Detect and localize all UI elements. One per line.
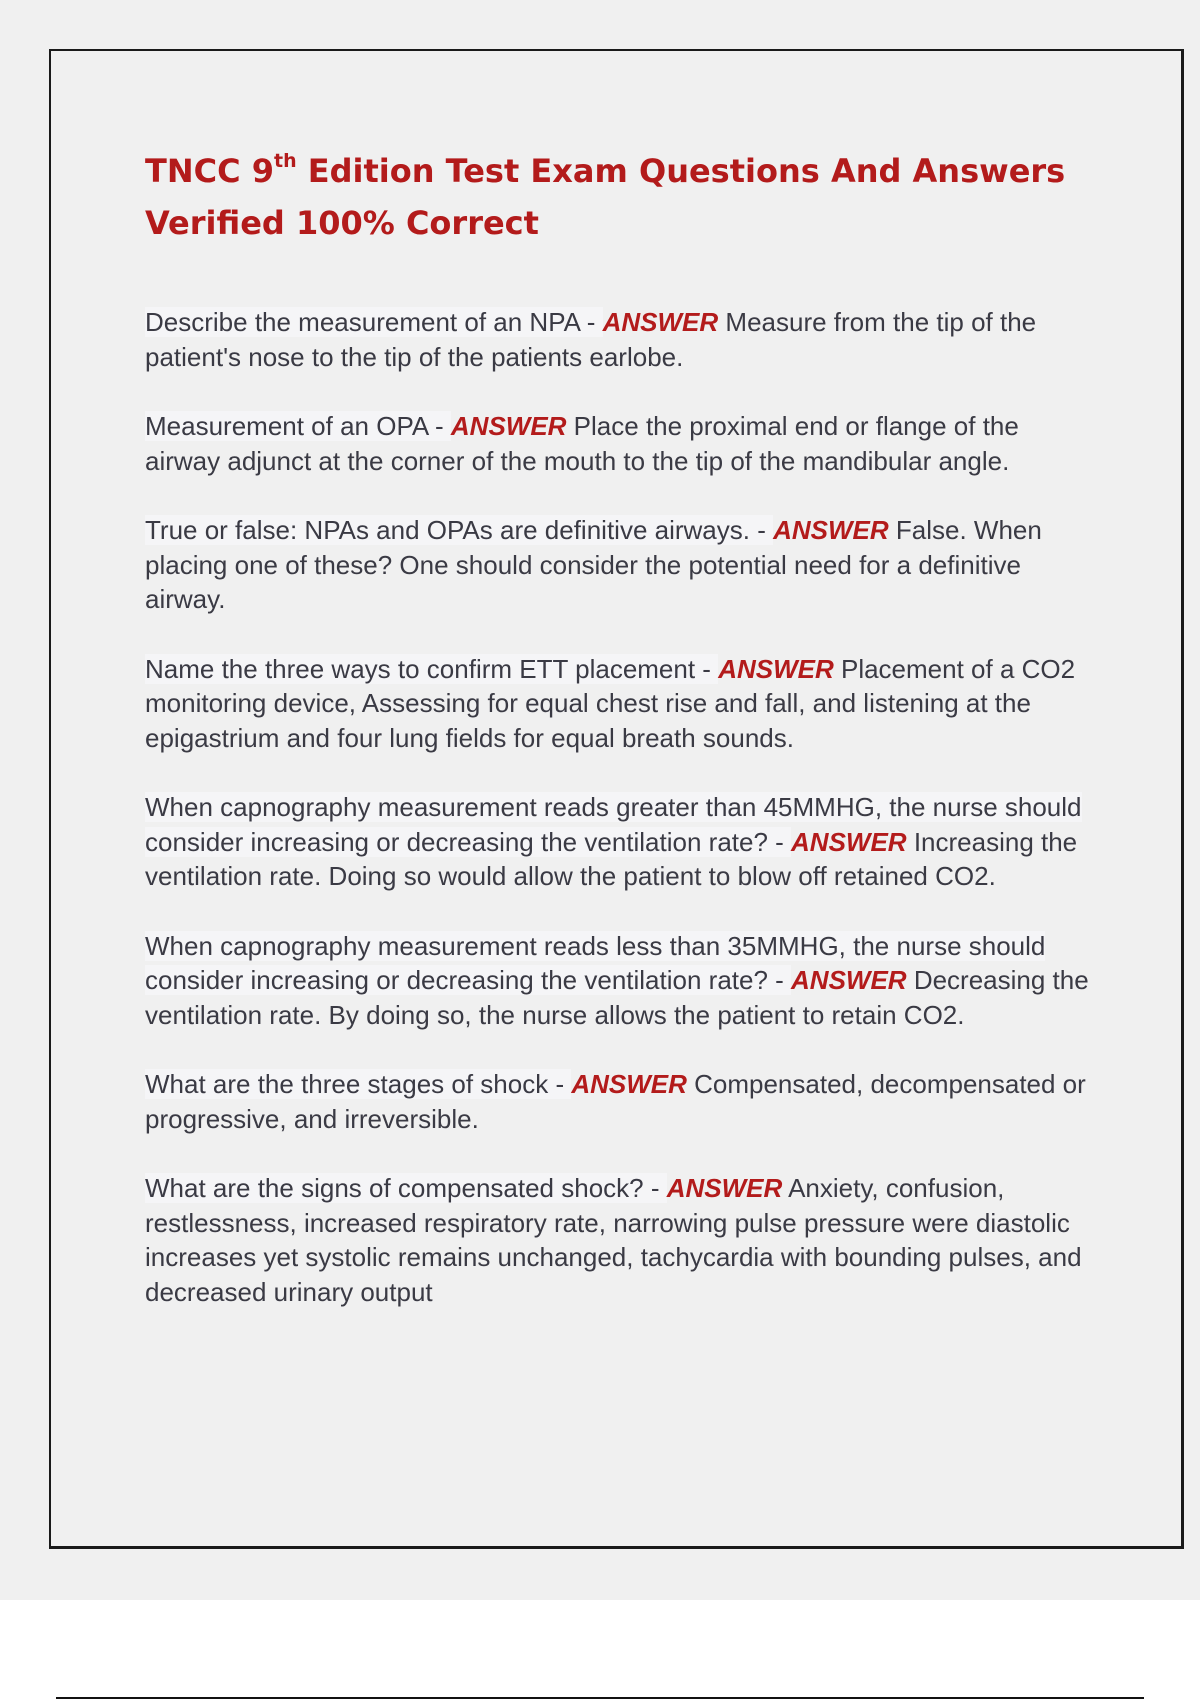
qa-item	[145, 409, 1090, 478]
title-suffix: Edition Test Exam Questions And Answers Verified 100% Correct	[145, 152, 1066, 242]
answer-label: ANSWER	[791, 965, 907, 995]
question-text: What are the signs of compensated shock? -	[145, 1173, 667, 1203]
answer-text: Anxiety, confusion, restlessness, increased respiratory rate, narrowing pulse pressure were diastolic increases yet systolic remains unchanged, tachycardia with bounding pulses, and decreased urinary output	[145, 1173, 1082, 1307]
footer-divider	[56, 1697, 1144, 1699]
qa-item	[145, 305, 1090, 374]
answer-label: ANSWER	[571, 1069, 687, 1099]
question-text: When capnography measurement reads less than 35MMHG, the nurse should consider increasing or decreasing the ventilation rate? -	[145, 930, 1046, 995]
answer-text: Placement of a CO2 monitoring device, Assessing for equal chest rise and fall, and listening at the epigastrium and four lung fields for equal breath sounds.	[145, 653, 1076, 753]
qa-item	[145, 513, 1090, 617]
qa-item	[145, 1067, 1090, 1136]
answer-label: ANSWER	[773, 515, 889, 545]
answer-label: ANSWER	[602, 307, 719, 337]
answer-label: ANSWER	[666, 1173, 783, 1203]
qa-item	[145, 790, 1090, 894]
answer-text: Measure from the tip of the patient's nose to the tip of the patients earlobe.	[145, 307, 1037, 372]
document-title	[145, 145, 1105, 249]
page-bottom-margin	[0, 1600, 1200, 1700]
answer-label: ANSWER	[450, 411, 567, 441]
qa-item	[145, 929, 1090, 1033]
question-text: Name the three ways to confirm ETT placement -	[145, 653, 719, 684]
title-superscript: th	[273, 150, 297, 173]
question-text: Measurement of an OPA -	[145, 411, 451, 441]
answer-label: ANSWER	[791, 826, 907, 857]
qa-item	[145, 1171, 1090, 1309]
question-text: True or false: NPAs and OPAs are definitive airways. -	[145, 515, 774, 545]
qa-item	[145, 652, 1090, 756]
answer-text: False. When placing one of these? One should consider the potential need for a definitive airway.	[145, 515, 1042, 614]
question-text: Describe the measurement of an NPA -	[145, 307, 603, 337]
title-prefix: TNCC 9	[145, 152, 274, 190]
qa-list	[145, 305, 1090, 1344]
answer-label: ANSWER	[718, 653, 834, 684]
question-text: What are the three stages of shock -	[145, 1069, 572, 1099]
answer-text: Increasing the ventilation rate. Doing so would allow the patient to blow off retained CO2.	[145, 826, 1078, 891]
answer-text: Compensated, decompensated or progressive, and irreversible.	[145, 1069, 1086, 1134]
answer-text: Place the proximal end or flange of the airway adjunct at the corner of the mouth to the tip of the mandibular angle.	[145, 411, 1019, 476]
answer-text: Decreasing the ventilation rate. By doing so, the nurse allows the patient to retain CO2.	[145, 965, 1089, 1030]
question-text: When capnography measurement reads greater than 45MMHG, the nurse should consider increasing or decreasing the ventilation rate? -	[145, 792, 1082, 857]
